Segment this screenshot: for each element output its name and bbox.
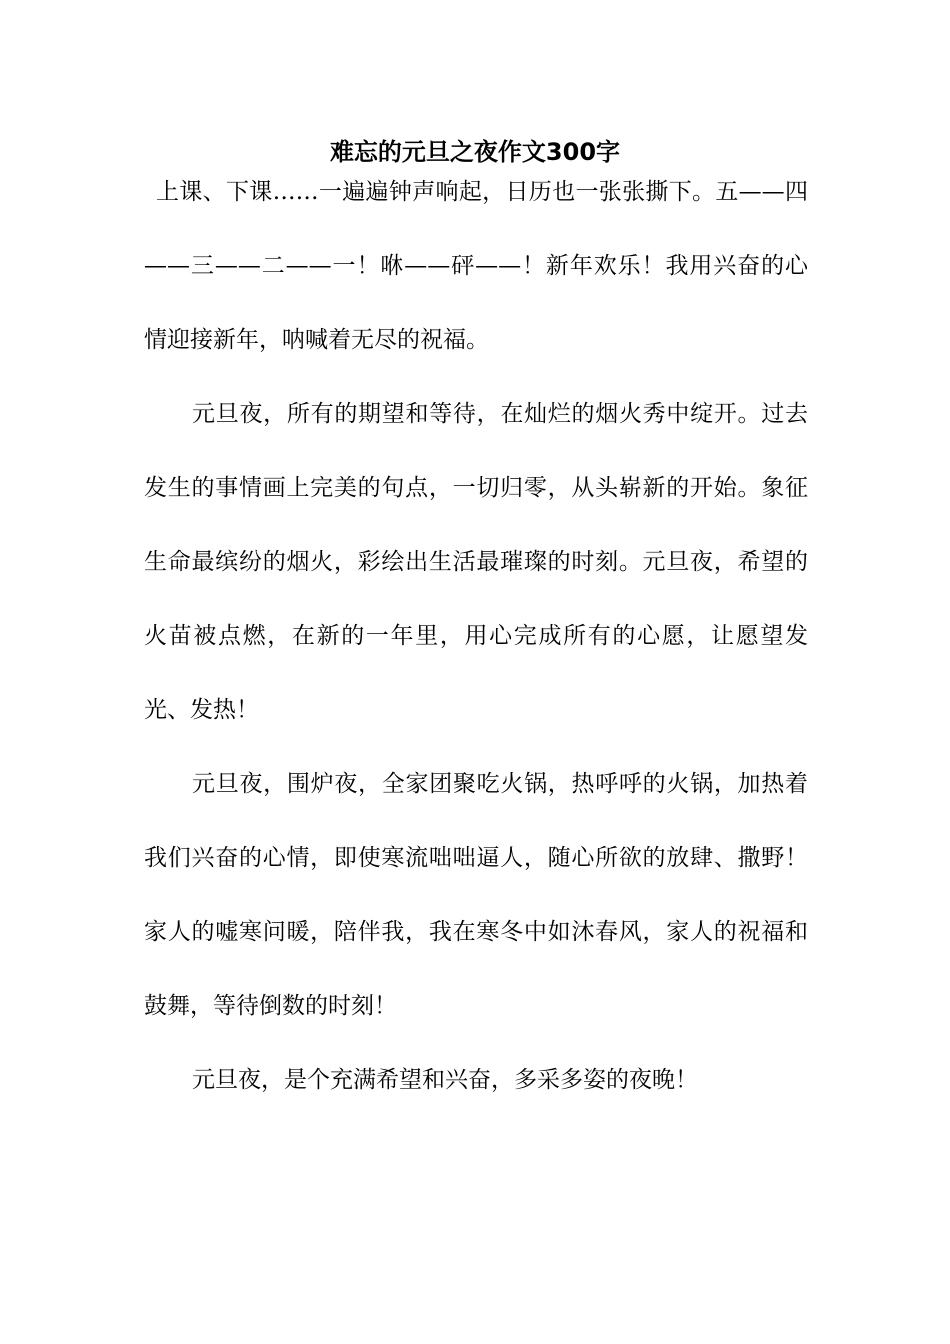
paragraph-3: 元旦夜，围炉夜，全家团聚吃火锅，热呼呼的火锅，加热着我们兴奋的心情，即使寒流咄咄逼人，随心所欲的放肆、撒野！家人的嘘寒问暖，陪伴我，我在寒冬中如沐春风，家人的祝福和鼓舞，等待倒数的时刻！ — [144, 771, 808, 1019]
paragraph-4: 元旦夜，是个充满希望和兴奋，多采多姿的夜晚！ — [192, 1067, 698, 1093]
paragraph-1: 上课、下课……一遍遍钟声响起，日历也一张张撕下。五——四——三——二——一！咻——砰——！新年欢乐！我用兴奋的心情迎接新年，呐喊着无尽的祝福。 — [144, 179, 808, 353]
document-title: 难忘的元旦之夜作文300字 — [329, 138, 621, 166]
paragraph-2: 元旦夜，所有的期望和等待，在灿烂的烟火秀中绽开。过去发生的事情画上完美的句点，一切归零，从头崭新的开始。象征生命最缤纷的烟火，彩绘出生活最璀璨的时刻。元旦夜，希望的火苗被点燃，在新的一年里，用心完成所有的心愿，让愿望发光、发热！ — [144, 401, 808, 723]
document-body — [144, 155, 808, 1117]
